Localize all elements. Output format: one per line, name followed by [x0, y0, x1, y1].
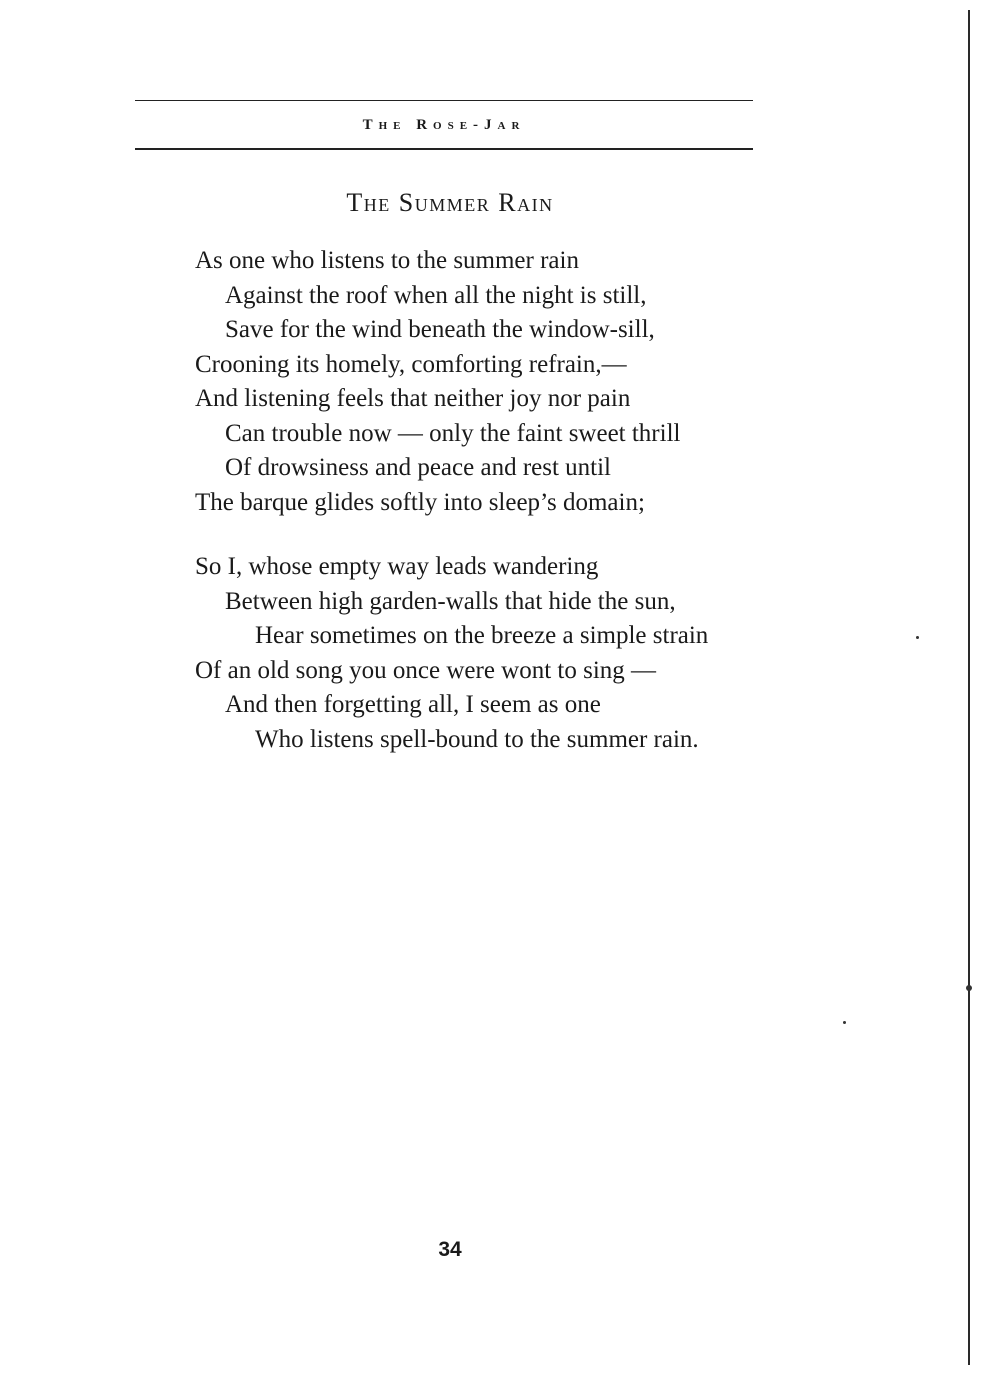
poem-line: And listening feels that neither joy nor pain [195, 385, 631, 412]
running-head-title: The Rose-Jar [362, 117, 526, 133]
stanza-1 [195, 244, 680, 520]
poem-line: Can trouble now — only the faint sweet thrill [225, 419, 681, 447]
speck-mark [916, 636, 919, 639]
poem-line: As one who listens to the summer rain [195, 247, 579, 274]
speck-mark [843, 1021, 846, 1024]
running-head [135, 100, 753, 152]
poem-line: Against the roof when all the night is still, [225, 281, 647, 309]
stanza-2 [195, 550, 708, 757]
poem-line: And then forgetting all, I seem as one [225, 691, 601, 718]
poem-line: Of an old song you once were wont to sing — [195, 656, 657, 684]
poem-line: The barque glides softly into sleep’s domain; [195, 488, 645, 516]
poem-line: Save for the wind beneath the window-sill, [225, 316, 655, 343]
running-head-bottom-rule [135, 148, 753, 150]
poem-line: So I, whose empty way leads wandering [195, 553, 599, 580]
poem-line: Of drowsiness and peace and rest until [225, 454, 611, 481]
poem-line: Who listens spell-bound to the summer rain. [255, 725, 699, 753]
page-number: 34 [438, 1238, 462, 1261]
poem-title: The Summer Rain [346, 188, 554, 217]
poem-line: Between high garden-walls that hide the sun, [225, 587, 676, 615]
page-edge-line [968, 10, 970, 1365]
poem-line: Hear sometimes on the breeze a simple strain [255, 622, 709, 649]
poem-line: Crooning its homely, comforting refrain,— [195, 350, 627, 378]
running-head-top-rule [135, 100, 753, 101]
edge-mark [966, 985, 972, 991]
